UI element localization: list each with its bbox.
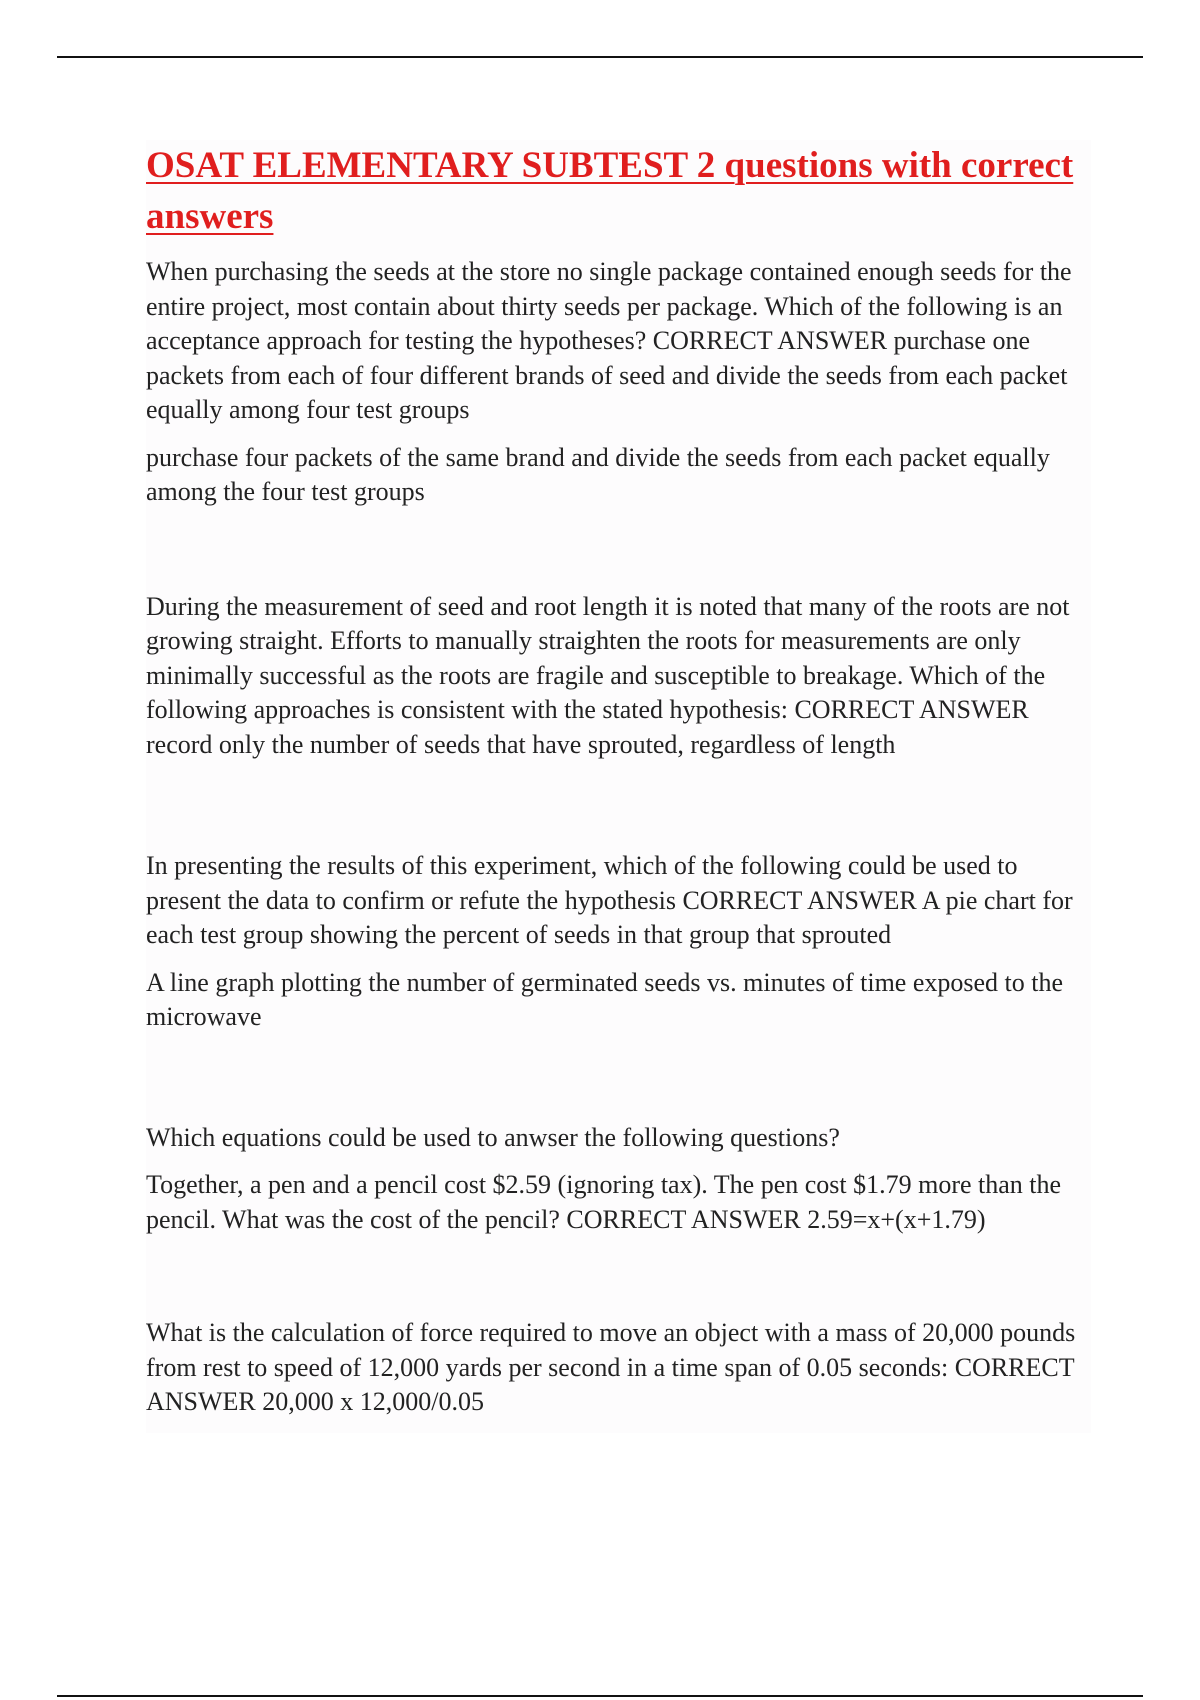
question-paragraph: What is the calculation of force required to move an object with a mass of 20,000 pounds from rest to speed of 12,000 yards per second in a time span of 0.05 seconds: CORRECT ANSWER 20,000 x 12,000/0.05: [146, 1318, 1076, 1416]
qa-item-seed-packets: [146, 255, 1091, 510]
document-title: OSAT ELEMENTARY SUBTEST 2 questions with correct answers: [146, 145, 1074, 237]
bottom-rule: [57, 1695, 1143, 1697]
question-paragraph: In presenting the results of this experiment, which of the following could be used to present the data to confirm or refute the hypothesis CORRECT ANSWER A pie chart for each test group showing the percent of seeds in that group that sprouted: [146, 851, 1073, 949]
qa-item-force-calculation: [146, 1316, 1091, 1420]
section-spacer: [146, 1048, 1091, 1121]
section-spacer: [146, 775, 1091, 849]
answer-option-paragraph: A line graph plotting the number of germinated seeds vs. minutes of time exposed to the microwave: [146, 967, 1064, 1031]
question-paragraph: When purchasing the seeds at the store no single package contained enough seeds for the entire project, most contain about thirty seeds per package. Which of the following is an acceptance approach for testing the hypotheses? CORRECT ANSWER purchase one packets from each of four different brands of seed and divide the seeds from each packet equally among four test groups: [146, 257, 1072, 424]
question-paragraph: Together, a pen and a pencil cost $2.59 (ignoring tax). The pen cost $1.79 more than the pencil. What was the cost of the pencil? CORRECT ANSWER 2.59=x+(x+1.79): [146, 1170, 1062, 1234]
document-body: [146, 140, 1091, 1433]
qa-item-root-length: [146, 590, 1091, 763]
section-spacer: [146, 1250, 1091, 1316]
qa-item-equations: [146, 1121, 1091, 1238]
question-paragraph: During the measurement of seed and root length it is noted that many of the roots are not growing straight. Efforts to manually straighten the roots for measurements are only minimally successful as the roots are fragile and susceptible to breakage. Which of the following approaches is consistent with the stated hypothesis: CORRECT ANSWER record only the number of seeds that have sprouted, regardless of length: [146, 591, 1070, 759]
section-spacer: [146, 523, 1091, 590]
top-rule: [57, 56, 1143, 58]
qa-item-presenting-results: [146, 849, 1091, 1035]
question-paragraph: Which equations could be used to anwser the following questions?: [146, 1122, 840, 1152]
answer-option-paragraph: purchase four packets of the same brand and divide the seeds from each packet equally among the four test groups: [146, 442, 1050, 506]
